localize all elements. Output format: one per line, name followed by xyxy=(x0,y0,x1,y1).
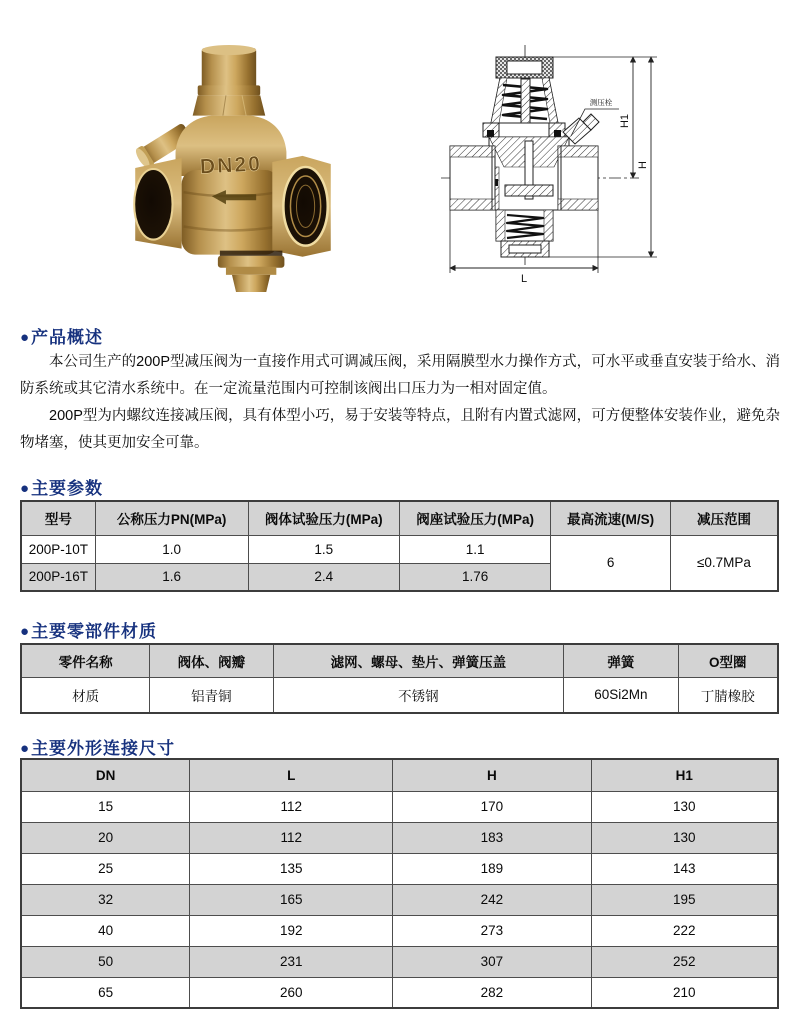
cell-h1: 222 xyxy=(591,915,778,946)
col-header: 阀体试验压力(MPa) xyxy=(248,501,399,535)
cell-dn: 25 xyxy=(21,853,190,884)
col-header: H1 xyxy=(591,759,778,791)
cell-dn: 50 xyxy=(21,946,190,977)
col-header: DN xyxy=(21,759,190,791)
col-header: 阀体、阀瓣 xyxy=(150,644,273,677)
table-header-row xyxy=(21,644,778,677)
table-row xyxy=(21,822,778,853)
cell-l: 112 xyxy=(190,791,393,822)
cell-dn: 32 xyxy=(21,884,190,915)
cell-dn: 15 xyxy=(21,791,190,822)
valve-body xyxy=(182,170,280,255)
col-header: H xyxy=(393,759,591,791)
col-header: 减压范围 xyxy=(670,501,778,535)
table-row xyxy=(21,853,778,884)
cell-value: 1.6 xyxy=(95,563,248,591)
dim-label-l: L xyxy=(520,273,528,285)
cell-model: 200P-10T xyxy=(21,535,95,563)
cell-l: 231 xyxy=(190,946,393,977)
col-header: 滤网、螺母、垫片、弹簧压盖 xyxy=(273,644,564,677)
overview-paragraph-2: 200P型为内螺纹连接减压阀，具有体型小巧，易于安装等特点，且附有内置式滤网，可方便整体安装作业，避免杂物堵塞，使其更加安全可靠。 xyxy=(20,408,780,451)
section-title-dimensions xyxy=(20,734,175,759)
cell-l: 112 xyxy=(190,822,393,853)
cell-pressure-range: ≤0.7MPa xyxy=(670,535,778,591)
cell-value: 1.5 xyxy=(248,535,399,563)
cell-h: 183 xyxy=(393,822,591,853)
table-row xyxy=(21,535,778,563)
dimensions-title-text: 主要外形连接尺寸 xyxy=(31,739,176,758)
cell-h1: 143 xyxy=(591,853,778,884)
hex-nut xyxy=(193,95,266,115)
section-title-materials xyxy=(20,617,157,642)
overview-paragraph-1: 本公司生产的200P型减压阀为一直接作用式可调减压阀，采用隔膜型水力操作方式，可水平或垂直安装于给水、消防系统或其它清水系统中。在一定流量范围内可控制该阀出口压力为一相对固定值。 xyxy=(20,354,780,397)
col-header: 零件名称 xyxy=(21,644,150,677)
cell-value: 1.1 xyxy=(399,535,550,563)
table-row xyxy=(21,677,778,713)
section-title-parameters xyxy=(20,474,103,499)
col-header: 公称压力PN(MPa) xyxy=(95,501,248,535)
cell-l: 135 xyxy=(190,853,393,884)
table-row xyxy=(21,946,778,977)
dn20-marking: DN20 xyxy=(199,152,263,179)
section-bullet-icon: ● xyxy=(20,480,31,497)
materials-table xyxy=(20,643,779,714)
cell-h1: 195 xyxy=(591,884,778,915)
cell-h1: 210 xyxy=(591,977,778,1008)
col-header: 阀座试验压力(MPa) xyxy=(399,501,550,535)
cell-dn: 65 xyxy=(21,977,190,1008)
col-header: 型号 xyxy=(21,501,95,535)
cell-material: 60Si2Mn xyxy=(564,677,678,713)
cell-material: 不锈钢 xyxy=(273,677,564,713)
cell-h: 242 xyxy=(393,884,591,915)
cell-h: 189 xyxy=(393,853,591,884)
cell-value: 1.76 xyxy=(399,563,550,591)
cell-h1: 130 xyxy=(591,822,778,853)
col-header: 弹簧 xyxy=(564,644,678,677)
overview-title-text: 产品概述 xyxy=(31,328,104,347)
cell-value: 2.4 xyxy=(248,563,399,591)
col-header: 最高流速(M/S) xyxy=(551,501,671,535)
cell-material: 材质 xyxy=(21,677,150,713)
cell-dn: 40 xyxy=(21,915,190,946)
dim-label-h1: H1 xyxy=(619,113,631,129)
cell-l: 192 xyxy=(190,915,393,946)
section-bullet-icon: ● xyxy=(20,740,31,757)
materials-title-text: 主要零部件材质 xyxy=(31,622,158,641)
section-bullet-icon: ● xyxy=(20,329,31,346)
valve-section-drawing xyxy=(433,33,673,288)
cell-h: 307 xyxy=(393,946,591,977)
table-header-row xyxy=(21,759,778,791)
section-title-overview xyxy=(20,323,103,348)
gauge-plug-annotation: 测压栓 xyxy=(589,98,613,107)
bottom-nut xyxy=(232,275,270,292)
section-bullet-icon: ● xyxy=(20,623,31,640)
cell-l: 165 xyxy=(190,884,393,915)
table-row xyxy=(21,791,778,822)
cell-h: 282 xyxy=(393,977,591,1008)
cell-h1: 130 xyxy=(591,791,778,822)
table-row xyxy=(21,977,778,1008)
table-row xyxy=(21,884,778,915)
cell-material: 铝青铜 xyxy=(150,677,273,713)
cell-h: 273 xyxy=(393,915,591,946)
col-header: L xyxy=(190,759,393,791)
cell-material: 丁腈橡胶 xyxy=(678,677,778,713)
cell-h1: 252 xyxy=(591,946,778,977)
cell-dn: 20 xyxy=(21,822,190,853)
table-header-row xyxy=(21,501,778,535)
table-row xyxy=(21,915,778,946)
cell-value: 1.0 xyxy=(95,535,248,563)
parameters-title-text: 主要参数 xyxy=(31,479,104,498)
cell-h: 170 xyxy=(393,791,591,822)
valve-photo-illustration xyxy=(133,43,335,295)
cell-model: 200P-16T xyxy=(21,563,95,591)
dimensions-table xyxy=(20,758,779,1009)
cell-max-flow: 6 xyxy=(551,535,671,591)
col-header: O型圈 xyxy=(678,644,778,677)
technical-drawing xyxy=(433,33,673,293)
overview-text xyxy=(20,349,780,457)
parameters-table xyxy=(20,500,779,592)
product-photo xyxy=(133,43,335,300)
dim-label-h: H xyxy=(637,161,649,169)
cell-l: 260 xyxy=(190,977,393,1008)
